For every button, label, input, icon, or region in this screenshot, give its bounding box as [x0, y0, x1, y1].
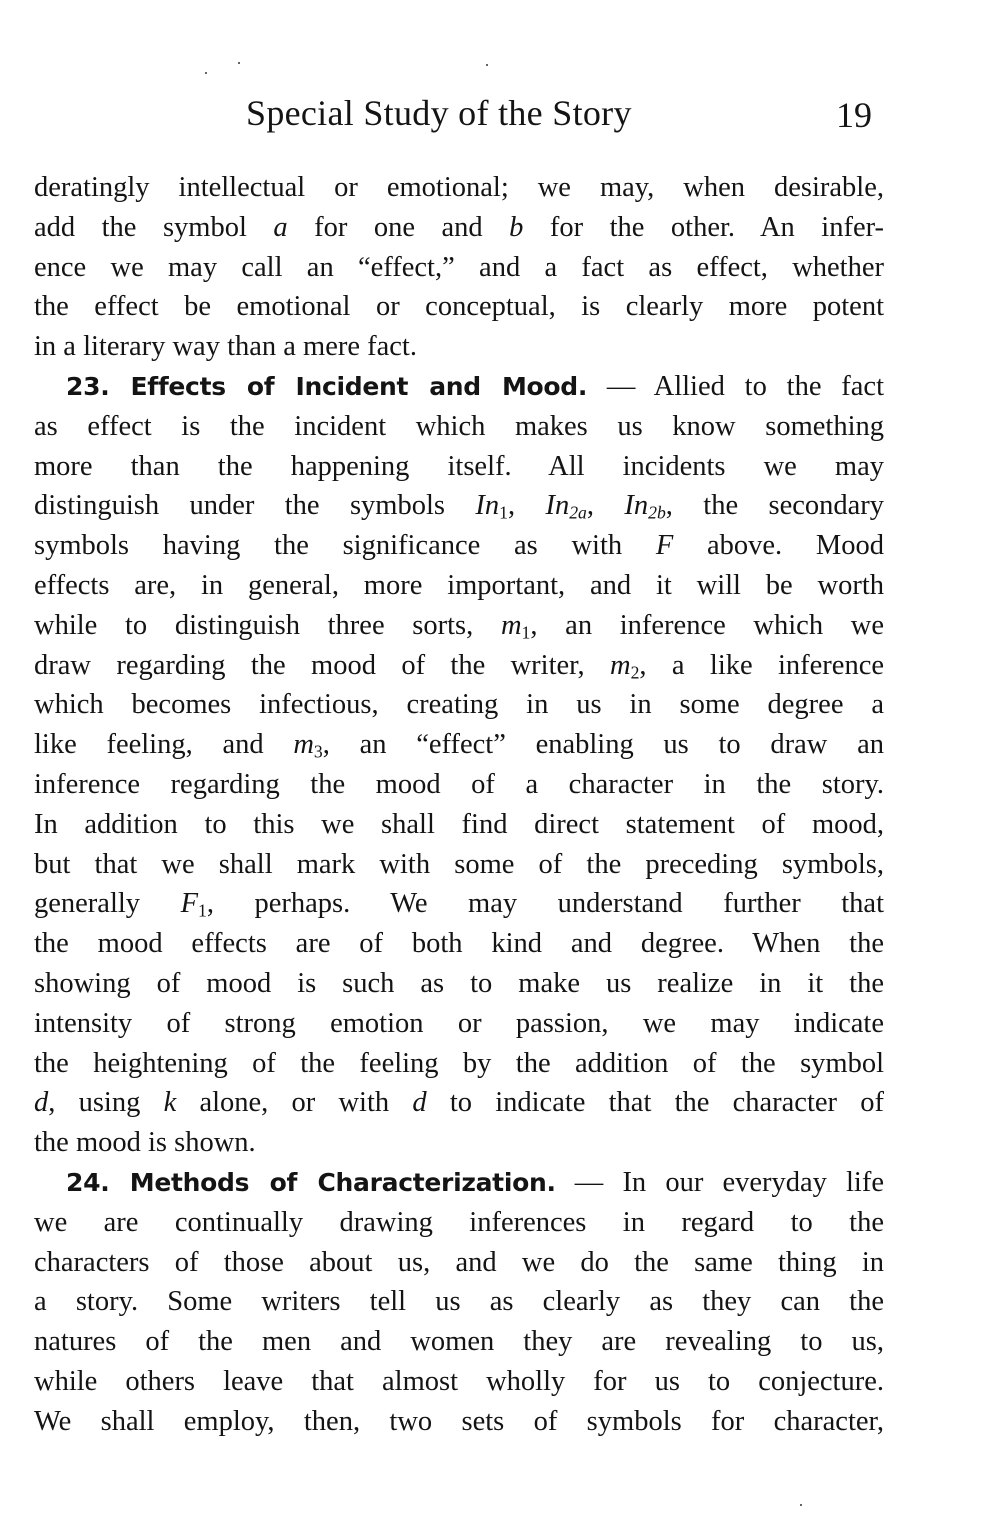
subscript: 1	[197, 900, 207, 921]
body-text	[34, 168, 884, 1442]
page-number: 19	[836, 95, 872, 135]
text-run: ,	[507, 490, 546, 522]
text-line: while others leave that almost wholly for us to conjecture.	[34, 1365, 884, 1397]
text-line: effects are, in general, more important, and it will be worth	[34, 569, 884, 601]
text-run: distinguish under the symbols	[34, 490, 476, 522]
text-line	[34, 1083, 884, 1123]
text-run: draw regarding the mood of the writer,	[34, 649, 610, 681]
subscript: 2	[630, 661, 640, 682]
text-line: the heightening of the feeling by the addition of the symbol	[34, 1047, 884, 1079]
text-line: natures of the men and women they are revealing to us,	[34, 1326, 884, 1358]
subscript: 1	[499, 502, 508, 523]
print-speck	[238, 62, 240, 64]
text-line	[34, 646, 884, 686]
text-run: , the secondary	[665, 490, 885, 522]
text-run: like feeling, and	[34, 729, 294, 761]
text-line: the mood is shown.	[34, 1127, 256, 1159]
text-run: for one and	[287, 211, 510, 243]
text-line: In addition to this we shall find direct statement of mood,	[34, 808, 884, 840]
print-speck	[486, 64, 488, 66]
text-line	[34, 526, 884, 566]
text-line: we are continually drawing inferences in regard to the	[34, 1206, 884, 1238]
text-line: which becomes infectious, creating in us in some degree a	[34, 689, 884, 721]
subscript: 2a	[569, 502, 587, 523]
print-speck	[800, 1504, 802, 1506]
italic-symbol: d	[34, 1087, 49, 1119]
italic-symbol: m	[610, 649, 631, 681]
text-line: but that we shall mark with some of the preceding symbols,	[34, 848, 884, 880]
text-run: , a like inference	[639, 649, 884, 681]
text-run: generally	[34, 888, 181, 920]
text-line	[34, 725, 884, 765]
text-run: for the other. An infer-	[523, 211, 885, 243]
text-run: , an “effect” enabling us to draw an	[322, 729, 884, 761]
text-run: while to distinguish three sorts,	[34, 609, 501, 641]
italic-symbol: In	[475, 490, 500, 522]
text-run: , perhaps. We may understand further that	[206, 888, 884, 920]
italic-symbol: k	[163, 1087, 177, 1119]
section-heading: 23. Effects of Incident and Mood.	[66, 371, 588, 401]
text-run: alone, or with	[176, 1087, 413, 1119]
text-line: in a literary way than a mere fact.	[34, 331, 417, 363]
subscript: 1	[521, 622, 531, 643]
text-run: add the symbol	[34, 211, 274, 243]
text-line	[34, 1163, 884, 1203]
page-header	[0, 88, 1000, 138]
text-line: characters of those about us, and we do the same thing in	[34, 1246, 884, 1278]
text-run: , using	[48, 1087, 164, 1119]
text-run: ,	[586, 490, 625, 522]
italic-symbol: a	[273, 211, 288, 243]
text-line: inference regarding the mood of a character in the story.	[34, 768, 884, 800]
italic-symbol: F	[180, 888, 198, 920]
text-line	[34, 367, 884, 407]
section-heading: 24. Methods of Characterization.	[66, 1167, 556, 1197]
italic-symbol: In	[545, 490, 570, 522]
text-run: , an inference which we	[530, 609, 884, 641]
text-run: — Allied to the fact	[587, 370, 884, 402]
italic-symbol: d	[412, 1087, 427, 1119]
text-line: a story. Some writers tell us as clearly as they can the	[34, 1286, 884, 1318]
text-line	[34, 884, 884, 924]
subscript: 3	[313, 741, 323, 762]
text-line: more than the happening itself. All incidents we may	[34, 450, 884, 482]
text-line: ence we may call an “effect,” and a fact as effect, whether	[34, 251, 884, 283]
italic-symbol: F	[655, 530, 674, 562]
italic-symbol: In	[624, 490, 649, 522]
italic-symbol: m	[293, 729, 314, 761]
italic-symbol: m	[500, 609, 522, 641]
subscript: 2b	[648, 502, 666, 523]
text-line: as effect is the incident which makes us know something	[34, 410, 884, 442]
text-run: above. Mood	[673, 530, 884, 562]
text-line: deratingly intellectual or emotional; we may, when desirable,	[34, 172, 884, 203]
italic-symbol: b	[509, 211, 524, 243]
text-run: — In our everyday life	[555, 1166, 884, 1198]
text-line	[34, 486, 884, 526]
text-line: intensity of strong emotion or passion, we may indicate	[34, 1007, 884, 1039]
text-run: symbols having the significance as with	[34, 530, 656, 562]
print-speck	[205, 72, 207, 74]
text-line: the mood effects are of both kind and degree. When the	[34, 928, 884, 960]
text-line: We shall employ, then, two sets of symbols for character,	[34, 1405, 884, 1437]
running-title: Special Study of the Story	[246, 93, 632, 133]
text-line: showing of mood is such as to make us realize in it the	[34, 967, 884, 999]
text-run: to indicate that the character of	[426, 1087, 884, 1119]
text-line	[34, 606, 884, 646]
text-line: the effect be emotional or conceptual, is clearly more potent	[34, 291, 884, 323]
text-line	[34, 208, 884, 248]
